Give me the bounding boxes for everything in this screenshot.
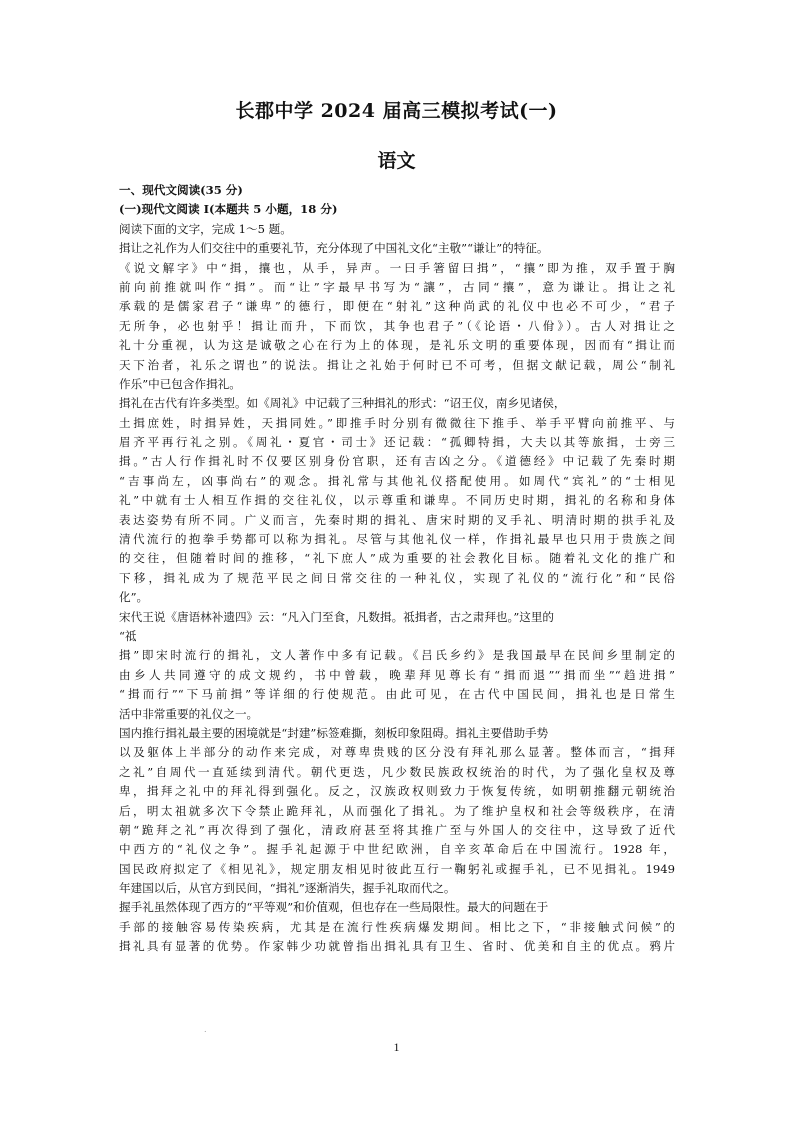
text-line: 中西方的“礼仪之争”。握手礼起源于中世纪欧洲，自辛亥革命后在中国流行。1928 年， — [119, 842, 675, 857]
text-line: 揖礼具有显著的优势。作家韩少功就曾指出揖礼具有卫生、省时、优美和自主的优点。鸦片 — [119, 939, 675, 954]
text-line: 之礼”自周代一直延续到清代。朝代更迭，凡少数民族政权统治的时代，为了强化皇权及尊 — [119, 764, 675, 779]
document-title: 长郡中学 2024 届高三模拟考试(一) — [235, 100, 558, 122]
text-line: 礼十分重视，认为这是诚敬之心在行为上的体现，是礼乐文明的重要体现，因而有“揖让而 — [119, 338, 675, 353]
scan-mark: . — [204, 1025, 207, 1034]
text-line: 作乐”中已包含作揖礼。 — [119, 376, 241, 391]
text-line: 表达姿势有所不同。广义而言，先秦时期的揖礼、唐宋时期的叉手礼、明清时期的拱手礼及 — [119, 512, 675, 527]
text-line: 握手礼虽然体现了西方的“平等观”和价值观，但也存在一些局限性。最大的问题在于 — [119, 900, 549, 915]
text-line: 揖。”古人行作揖礼时不仅要区别身份官职，还有吉凶之分。《道德经》中记载了先秦时期 — [119, 454, 675, 469]
subsection-heading: (一)现代文阅读 I(本题共 5 小题，18 分) — [119, 202, 338, 217]
text-line: 国民政府拟定了《相见礼》，规定朋友相见时彼此互行一鞠躬礼或握手礼，已不见揖礼。1949 — [119, 861, 675, 876]
instruction-line: 阅读下面的文字，完成 1～5 题。 — [119, 221, 292, 236]
text-line: 化”。 — [119, 590, 149, 605]
text-line: 揖礼在古代有许多类型。如《周礼》中记载了三种揖礼的形式：“诏王仪，南乡见诸侯， — [119, 396, 566, 411]
text-line: 下移，揖礼成为了规范平民之间日常交往的一种礼仪，实现了礼仪的“流行化”和“民俗 — [119, 570, 675, 585]
text-line: 眉齐平再行礼之别。《周礼・夏官・司士》还记载：“孤卿特揖，大夫以其等旅揖，士旁三 — [119, 435, 675, 450]
text-line: 年建国以后，从官方到民间，“揖礼”逐渐消失，握手礼取而代之。 — [119, 881, 456, 896]
text-line: 前向前推就叫作“揖”。而“让”字最早书写为“讓”，古同“攘”，意为谦让。揖让之礼 — [119, 279, 675, 294]
text-line: 以及躯体上半部分的动作来完成，对尊卑贵贱的区分没有拜礼那么显著。整体而言，“揖拜 — [119, 745, 675, 760]
text-line: 后，明太祖就多次下令禁止跪拜礼，从而强化了揖礼。为了维护皇权和社会等级秩序，在清 — [119, 803, 675, 818]
text-line: 礼”中就有士人相互作揖的交往礼仪，以示尊重和谦卑。不同历史时期，揖礼的名称和身体 — [119, 493, 675, 508]
text-line: 活中非常重要的礼仪之一。 — [119, 706, 259, 721]
text-line: 卑，揖拜之礼中的拜礼得到强化。反之，汉族政权则致力于恢复传统，如明朝推翻元朝统治 — [119, 784, 675, 799]
text-line: 土揖庶姓，时揖异姓，天揖同姓。”即推手时分别有微微往下推手、举手平臂向前推平、与 — [119, 415, 675, 430]
text-line: 无所争，必也射乎！揖让而升，下而饮，其争也君子”（《论语・八佾》）。古人对揖让之 — [119, 318, 675, 333]
page-number: 1 — [393, 1040, 400, 1054]
text-line: 朝“跪拜之礼”再次得到了强化，清政府甚至将其推广至与外国人的交往中，这导致了近代 — [119, 822, 675, 837]
section-heading: 一、现代文阅读(35 分) — [119, 183, 243, 197]
text-line: 《说文解字》中“揖，攘也，从手，异声。一曰手箸留曰揖”，“攘”即为推，双手置于胸 — [119, 260, 675, 275]
text-line: 的交往，但随着时间的推移，“礼下庶人”成为重要的社会教化目标。随着礼文化的推广和 — [119, 551, 675, 566]
text-line: 由乡人共同遵守的成文规约，书中曾载，晚辈拜见尊长有“揖而退”“揖而坐”“趋进揖” — [119, 667, 675, 682]
text-line: 国内推行揖礼最主要的困境就是“封建”标签难撕，刻板印象阻碍。揖礼主要借助手势 — [119, 725, 549, 740]
body-text — [119, 181, 675, 957]
text-line: 揖让之礼作为人们交往中的重要礼节，充分体现了中国礼文化“主敬”“谦让”的特征。 — [119, 241, 549, 256]
text-line: 手部的接触容易传染疾病，尤其是在流行性疾病爆发期间。相比之下，“非接触式问候”的 — [119, 919, 675, 934]
text-line: “吉事尚左，凶事尚右”的观念。揖礼常与其他礼仪搭配使用。如周代“宾礼”的“士相见 — [119, 473, 675, 488]
text-line: 宋代王说《唐语林补遗四》云：“凡入门至食，凡数揖。祗揖者，古之肃拜也。”这里的 — [119, 609, 555, 624]
text-line: 天下治者，礼乐之谓也”的说法。揖让之礼始于何时已不可考，但据文献记载，周公“制礼 — [119, 357, 675, 372]
text-line: “祗 — [119, 628, 137, 643]
text-line: “揖而行”“下马前揖”等详细的行使规范。由此可见，在古代中国民间，揖礼也是日常生 — [119, 687, 675, 702]
text-line: 承载的是儒家君子“谦卑”的德行，即便在“射礼”这种尚武的礼仪中也必不可少，“君子 — [119, 299, 675, 314]
text-line: 揖”即宋时流行的揖礼，文人著作中多有记载。《吕氏乡约》是我国最早在民间乡里制定的 — [119, 648, 675, 663]
text-line: 清代流行的抱拳手势都可以称为揖礼。尽管与其他礼仪一样，作揖礼最早也只用于贵族之间 — [119, 532, 675, 547]
subject-heading: 语文 — [377, 150, 416, 172]
